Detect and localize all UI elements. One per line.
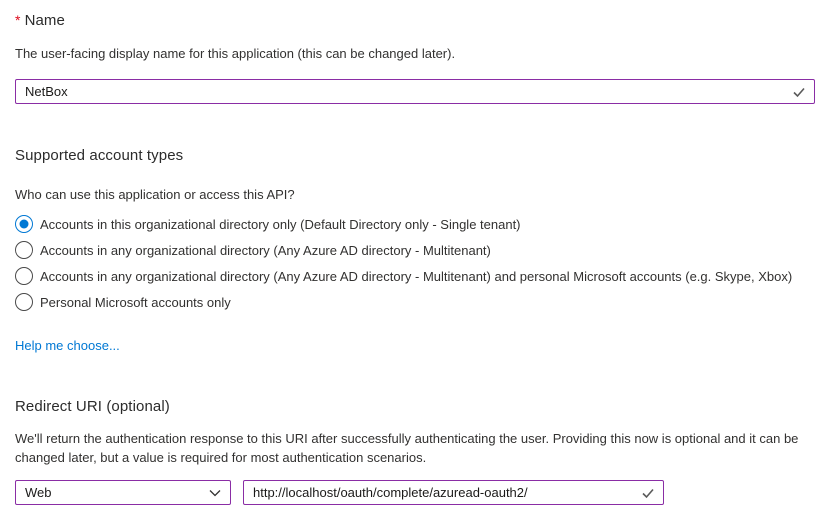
redirect-uri-input-container xyxy=(243,480,664,505)
radio-option-personal-only[interactable] xyxy=(15,293,814,311)
redirect-uri-input[interactable] xyxy=(243,480,664,505)
radio-button-icon[interactable] xyxy=(15,267,33,285)
chevron-down-icon xyxy=(208,486,222,500)
name-description: The user-facing display name for this application (this can be changed later). xyxy=(15,46,456,61)
radio-option-label: Personal Microsoft accounts only xyxy=(40,294,231,310)
platform-select[interactable] xyxy=(15,480,231,505)
account-types-section-title: Supported account types xyxy=(15,147,184,164)
radio-button-icon[interactable] xyxy=(15,293,33,311)
name-section-title xyxy=(15,12,814,29)
radio-option-label: Accounts in any organizational directory (Any Azure AD directory - Multitenant) xyxy=(40,242,491,258)
help-me-choose-link[interactable]: Help me choose... xyxy=(15,338,120,353)
redirect-uri-section-title: Redirect URI (optional) xyxy=(15,398,170,415)
name-title-text: Name xyxy=(24,12,65,29)
radio-button-icon[interactable] xyxy=(15,241,33,259)
radio-option-multitenant-personal[interactable] xyxy=(15,267,814,285)
account-types-radio-group xyxy=(15,215,814,311)
account-types-question: Who can use this application or access this API? xyxy=(15,187,295,202)
redirect-uri-row xyxy=(15,480,814,505)
radio-option-label: Accounts in this organizational directory only (Default Directory only - Single tenant) xyxy=(40,216,521,232)
redirect-uri-description: We'll return the authentication response to this URI after successfully authenticating the user. Providing this now is optional and it can be changed later, but a value is required for most authentication scenarios. xyxy=(15,431,799,465)
required-asterisk: * xyxy=(15,12,21,28)
radio-option-multitenant[interactable] xyxy=(15,241,814,259)
name-input-container xyxy=(15,79,815,104)
platform-select-value: Web xyxy=(25,485,52,500)
radio-button-icon[interactable] xyxy=(15,215,33,233)
radio-option-single-tenant[interactable] xyxy=(15,215,814,233)
name-input[interactable] xyxy=(15,79,815,104)
radio-option-label: Accounts in any organizational directory (Any Azure AD directory - Multitenant) and personal Microsoft accounts (e.g. Skype, Xbox) xyxy=(40,268,793,284)
